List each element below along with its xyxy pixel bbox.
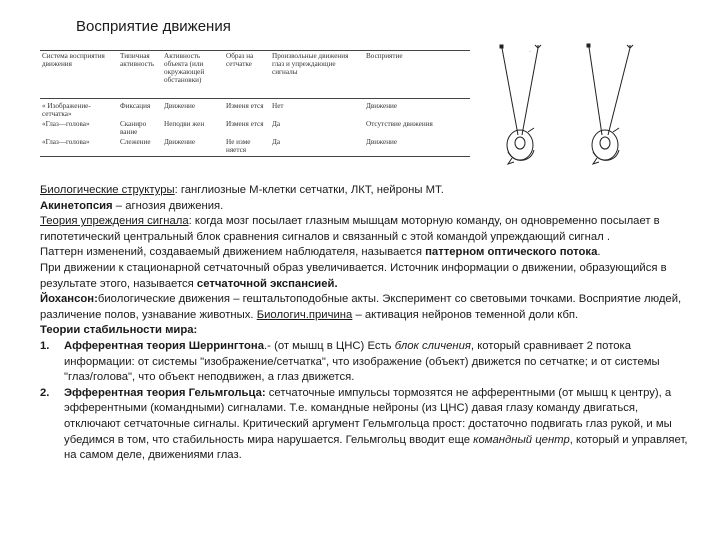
stability-heading-text: Теории стабильности мира: xyxy=(40,324,198,337)
table-cell: Изменя ется xyxy=(226,120,264,128)
table-header-cell: Произвольные движения глаз и упреждающие сигналы xyxy=(270,51,364,99)
signal-theory-text: : когда мозг посылает глазным мышцам моторную команду, он одновременно посылает в гипотетический центральный блок сравнения сигналов и связанный с этой командой упреждающий сигнал . xyxy=(40,215,660,243)
table-row xyxy=(40,137,470,157)
bio-structures-paragraph xyxy=(40,183,690,199)
table-cell: Сканиро вание xyxy=(120,120,147,136)
helmholtz-text: сетчаточные импульсы тормозятся не афферентными (от мышц к центру), а эфферентными (командными) сигналами. Т.е. командные нейроны (из ЦНС) давая глазу команду двигаться, отключают сетчаточные сигналы. Критический аргумент Гельмгольца прост: достаточно подвигать глаз рукой, и мы убедимся в том, что стабильность мира нарушается. Гельмгольц вводит еще xyxy=(64,386,672,446)
table-cell: Изменя ется xyxy=(226,102,264,110)
table-cell: «Глаз—голова» xyxy=(42,120,90,128)
table-header-cell: Типичная активность xyxy=(118,51,162,99)
akinetopsia-term: Акинетопсия xyxy=(40,199,113,212)
target-arrow-icon xyxy=(627,45,633,48)
target-dot-icon xyxy=(500,45,503,48)
sherrington-text-end: , который сравнивает 2 потока информации: от системы "изображение/сетчатка", что изображение (объект) движется по сетчатке; и от системы "глаз/голова", что объект неподвижен, а глаз движется. xyxy=(64,339,660,384)
eye-tracking-diagram xyxy=(492,40,672,180)
table-cell: Неподви жен xyxy=(164,120,205,128)
optic-flow-end: . xyxy=(597,246,601,259)
helmholtz-text-end: , который и управляет, на самом деле, движениями глаз. xyxy=(64,433,688,462)
helmholtz-title: Эфферентная теория Гельмгольца: xyxy=(64,386,266,399)
target-dot-icon xyxy=(587,44,590,47)
table-cell: Нет xyxy=(272,102,284,110)
optic-flow-text: Паттерн изменений, создаваемый движением наблюдателя, называется xyxy=(40,246,426,259)
optic-flow-paragraph xyxy=(40,245,690,261)
theories-list xyxy=(40,339,690,464)
target-arrow-icon xyxy=(535,45,541,48)
table-cell: « Изображение- сетчатка» xyxy=(42,102,91,118)
table-cell: «Глаз—голова» xyxy=(40,137,118,157)
table-cell: Движение xyxy=(164,102,196,110)
johansson-paragraph xyxy=(40,292,690,323)
table-header-cell: Восприятие xyxy=(364,51,470,99)
table-cell: Не изме няется xyxy=(224,137,270,157)
table-cell: Отсутствие движения xyxy=(366,120,433,128)
command-center-term: командный центр xyxy=(473,433,570,446)
list-number: 2. xyxy=(40,386,50,399)
bio-cause-text: – активация нейронов теменной доли кбп. xyxy=(352,308,579,321)
list-item xyxy=(40,339,690,386)
page-title: Восприятие движения xyxy=(76,18,231,35)
table-header-cell: Образ на сетчатке xyxy=(224,51,270,99)
bio-cause-label: Биологич.причина xyxy=(256,308,353,321)
signal-theory-paragraph xyxy=(40,214,690,245)
optic-flow-term: паттерном оптического потока xyxy=(425,246,598,259)
signal-theory-label: Теория упреждения сигнала xyxy=(40,215,189,228)
table-cell: Фиксация xyxy=(120,102,151,110)
expansion-term: сетчаточной экспансией. xyxy=(196,277,338,290)
table-cell: Да xyxy=(272,120,281,128)
sherrington-title: Афферентная теория Шеррингтона xyxy=(64,339,265,352)
table-cell: Движение xyxy=(162,137,224,157)
table-row xyxy=(40,119,470,137)
list-item xyxy=(40,386,690,464)
expansion-text: При движении к стационарной сетчаточный образ увеличивается. Источник информации о движении, образующийся в результате этого, называется xyxy=(40,261,667,290)
table-cell: Да xyxy=(270,137,364,157)
johansson-text: биологические движения – гештальтоподобные акты. Эксперимент со световыми точками. Восприятие людей, различение полов, узнавание животных. xyxy=(40,293,682,321)
sherrington-text: .- (от мышц в ЦНС) Есть xyxy=(264,339,395,352)
comparison-block-term: блок сличения xyxy=(394,339,471,352)
table-cell: Движение xyxy=(366,102,398,110)
table-cell: Слежение xyxy=(118,137,162,157)
lecture-text xyxy=(40,183,690,464)
table-header-cell: Активность объекта (или окружающей обстановки) xyxy=(162,51,224,99)
perception-table xyxy=(40,50,470,157)
bio-structures-label: Биологические структуры xyxy=(40,184,175,196)
akinetopsia-text: – агнозия движения. xyxy=(112,199,224,212)
expansion-paragraph xyxy=(40,261,690,292)
svg-text:·: · xyxy=(529,49,531,55)
bio-structures-text: : ганглиозные М-клетки сетчатки, ЛКТ, нейроны МТ. xyxy=(174,184,444,196)
akinetopsia-paragraph xyxy=(40,199,690,215)
table-cell: Движение xyxy=(364,137,470,157)
table-header-cell: Система восприятия движения xyxy=(40,51,118,99)
list-number: 1. xyxy=(40,339,50,352)
stability-heading xyxy=(40,323,690,339)
table-row xyxy=(40,99,470,120)
johansson-term: Йохансон: xyxy=(40,293,98,306)
table-header-row xyxy=(40,51,470,99)
